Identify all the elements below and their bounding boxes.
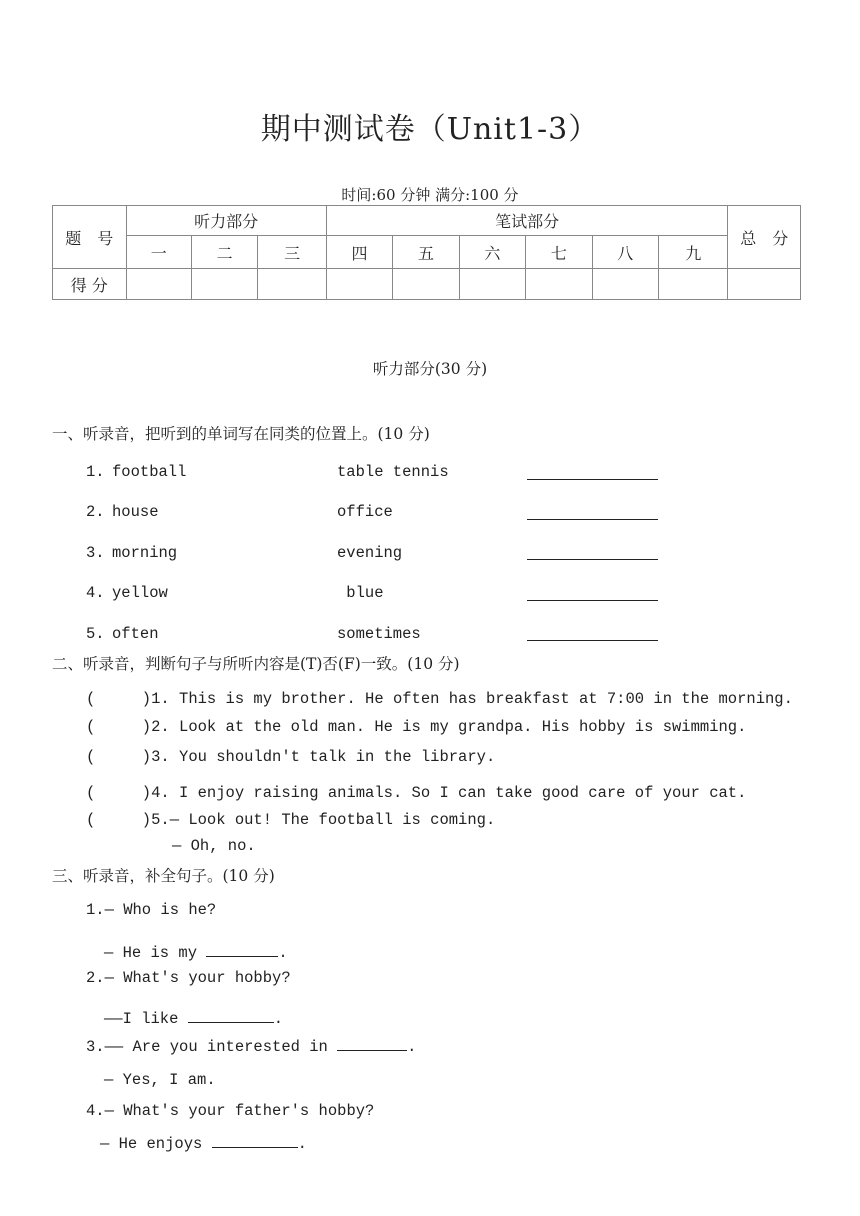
section-2-title: 二、听录音，判断句子与所听内容是(T)否(F)一致。(10 分) bbox=[52, 655, 460, 673]
s3-q3-blank[interactable] bbox=[337, 1036, 407, 1051]
score-cell[interactable] bbox=[459, 269, 525, 300]
s1-item-4-num: 4. bbox=[86, 584, 105, 602]
col-4: 四 bbox=[326, 236, 392, 269]
s1-item-3-answer-blank[interactable] bbox=[527, 559, 658, 560]
s3-a1-text: — He is my bbox=[104, 944, 207, 962]
s1-item-1-word-b: table tennis bbox=[337, 463, 449, 481]
col-3: 三 bbox=[258, 236, 326, 269]
exam-time-info: 时间:60 分钟 满分:100 分 bbox=[341, 186, 519, 204]
s3-a2 bbox=[104, 1008, 283, 1028]
col-7: 七 bbox=[526, 236, 592, 269]
total-label: 总 分 bbox=[728, 206, 801, 269]
s3-a4-text: — He enjoys bbox=[100, 1135, 212, 1153]
s3-a1 bbox=[104, 942, 288, 962]
score-cell[interactable] bbox=[191, 269, 257, 300]
s3-q2: 2.— What's your hobby? bbox=[86, 969, 291, 987]
s1-item-3-word-b: evening bbox=[337, 544, 403, 562]
col-6: 六 bbox=[459, 236, 525, 269]
s2-item-5-reply: — Oh, no. bbox=[172, 837, 256, 855]
col-1: 一 bbox=[126, 236, 191, 269]
col-8: 八 bbox=[592, 236, 658, 269]
s3-a1-period: . bbox=[278, 944, 288, 962]
s1-item-2-num: 2. bbox=[86, 503, 105, 521]
s3-a4 bbox=[100, 1133, 307, 1153]
s1-item-2-answer-blank[interactable] bbox=[527, 519, 658, 520]
s3-q3 bbox=[86, 1036, 416, 1056]
s1-item-1-word-a: football bbox=[112, 463, 187, 481]
s1-item-5-num: 5. bbox=[86, 625, 105, 643]
section-3-title: 三、听录音，补全句子。(10 分) bbox=[52, 867, 275, 885]
s3-q3-period: . bbox=[407, 1038, 417, 1056]
s3-q3-text: 3.—— Are you interested in bbox=[86, 1038, 338, 1056]
group-listening: 听力部分 bbox=[126, 206, 326, 236]
s2-item-3: ( )3. You shouldn't talk in the library. bbox=[86, 748, 496, 766]
s1-item-1-answer-blank[interactable] bbox=[527, 479, 658, 480]
s1-item-3-num: 3. bbox=[86, 544, 105, 562]
score-cell[interactable] bbox=[393, 269, 459, 300]
score-cell[interactable] bbox=[258, 269, 326, 300]
score-cell[interactable] bbox=[659, 269, 728, 300]
score-cell[interactable] bbox=[592, 269, 658, 300]
s3-a4-blank[interactable] bbox=[212, 1133, 298, 1148]
s3-a2-blank[interactable] bbox=[188, 1008, 274, 1023]
row-label-score: 得 分 bbox=[53, 269, 127, 300]
s1-item-4-answer-blank[interactable] bbox=[527, 600, 658, 601]
s1-item-1-num: 1. bbox=[86, 463, 105, 481]
s2-item-4: ( )4. I enjoy raising animals. So I can take good care of your cat. bbox=[86, 784, 747, 802]
s1-item-3-word-a: morning bbox=[112, 544, 178, 562]
row-label-question-number: 题 号 bbox=[53, 206, 127, 269]
s3-a2-text: ——I like bbox=[104, 1010, 188, 1028]
s1-item-4-word-b: blue bbox=[337, 584, 384, 602]
score-table bbox=[52, 205, 801, 300]
s1-item-4-word-a: yellow bbox=[112, 584, 168, 602]
col-5: 五 bbox=[393, 236, 459, 269]
group-writing: 笔试部分 bbox=[326, 206, 728, 236]
score-cell[interactable] bbox=[728, 269, 801, 300]
score-cell[interactable] bbox=[526, 269, 592, 300]
s1-item-2-word-b: office bbox=[337, 503, 393, 521]
score-cell[interactable] bbox=[326, 269, 392, 300]
listening-heading: 听力部分(30 分) bbox=[372, 360, 488, 378]
page-title: 期中测试卷（Unit1-3） bbox=[260, 112, 600, 147]
section-1-title: 一、听录音，把听到的单词写在同类的位置上。(10 分) bbox=[52, 425, 430, 443]
s3-a2-period: . bbox=[273, 1010, 284, 1028]
s2-item-5: ( )5.— Look out! The football is coming. bbox=[86, 811, 496, 829]
s3-q1: 1.— Who is he? bbox=[86, 901, 217, 919]
col-2: 二 bbox=[191, 236, 257, 269]
col-9: 九 bbox=[659, 236, 728, 269]
s3-a1-blank[interactable] bbox=[206, 942, 278, 957]
s3-a3: — Yes, I am. bbox=[104, 1071, 216, 1089]
s2-item-2: ( )2. Look at the old man. He is my grandpa. His hobby is swimming. bbox=[86, 718, 747, 736]
score-cell[interactable] bbox=[126, 269, 191, 300]
s2-item-1: ( )1. This is my brother. He often has breakfast at 7:00 in the morning. bbox=[86, 690, 793, 708]
s1-item-5-word-b: sometimes bbox=[337, 625, 421, 643]
s3-a4-period: . bbox=[297, 1135, 307, 1153]
s1-item-5-word-a: often bbox=[112, 625, 159, 643]
s1-item-5-answer-blank[interactable] bbox=[527, 640, 658, 641]
s3-q4: 4.— What's your father's hobby? bbox=[86, 1102, 375, 1120]
s1-item-2-word-a: house bbox=[112, 503, 159, 521]
